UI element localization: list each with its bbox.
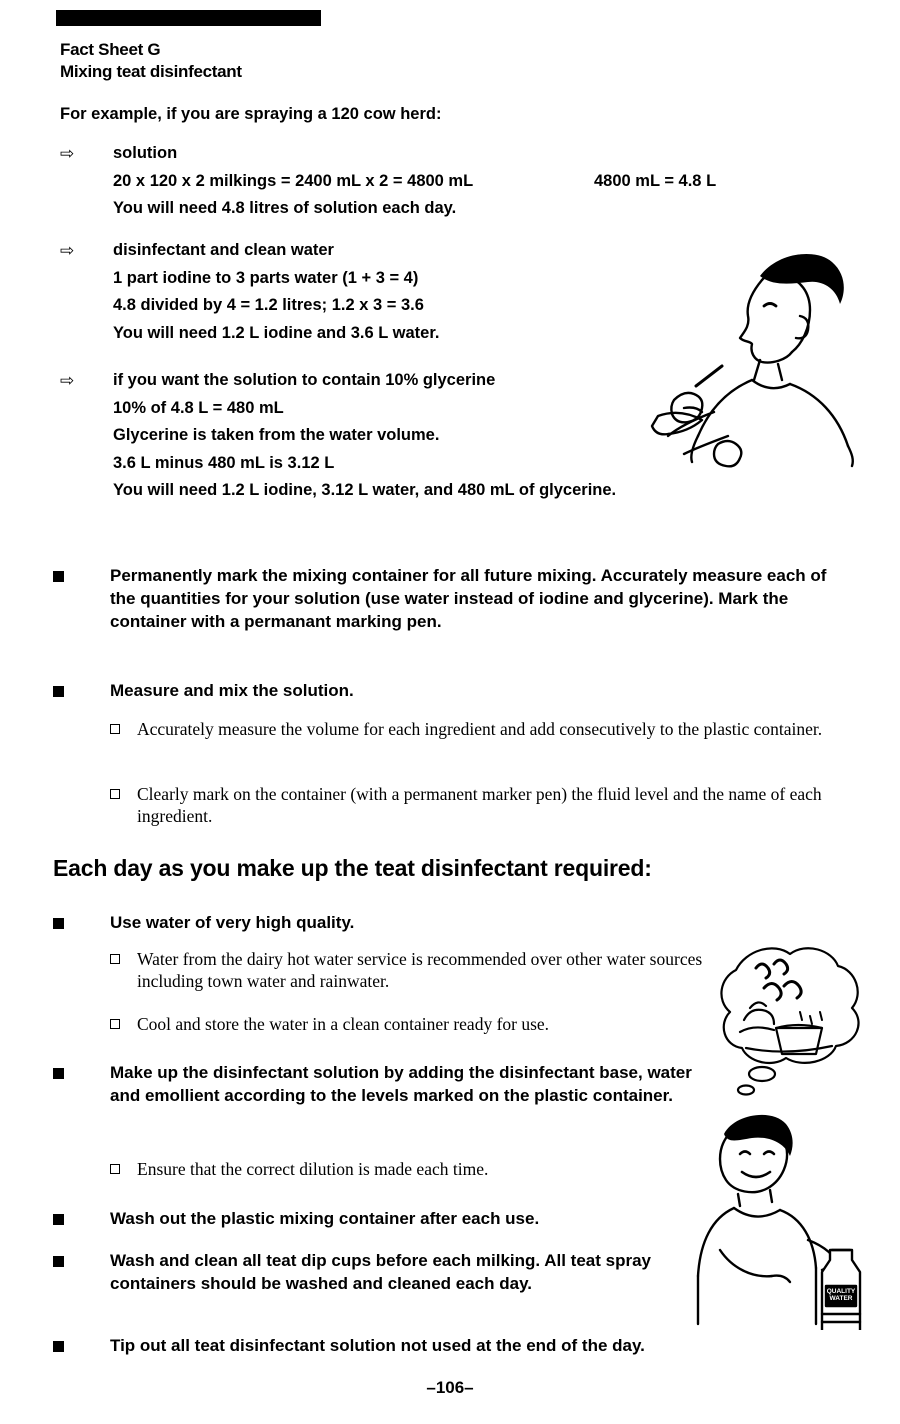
bullet-wash-mixing-container: [53, 1208, 693, 1231]
arrow-block-disinfectant-water: [60, 242, 680, 352]
bullet-text: Make up the disinfectant solution by adding the disinfectant base, water and emollient according to the levels marked on the plastic container.: [110, 1063, 692, 1105]
square-bullet-icon: [53, 686, 64, 697]
header-rule: [56, 10, 321, 26]
side-note-conversion: 4800 mL = 4.8 L: [594, 172, 717, 190]
arrow-line: 20 x 120 x 2 milkings = 2400 mL x 2 = 4800 mL: [113, 171, 474, 190]
bullet-tip-out-solution: [53, 1335, 813, 1358]
arrow-line: 3.6 L minus 480 mL is 3.12 L: [113, 453, 335, 472]
section-title: Each day as you make up the teat disinfectant required:: [53, 855, 652, 881]
page-number: –106–: [426, 1378, 474, 1397]
bottle-label: QUALITY WATER: [826, 1288, 856, 1303]
page-header: [60, 40, 560, 82]
bullet-text: Permanently mark the mixing container for all future mixing. Accurately measure each of the quantities for your solution (use water instead of iodine and glycerine). Mark the container with a permanant marking pen.: [110, 566, 827, 631]
arrow-line: 4.8 divided by 4 = 1.2 litres; 1.2 x 3 = 3.6: [113, 296, 424, 314]
fact-sheet-label: Fact Sheet G: [60, 40, 161, 59]
subbullet-cool-store-water: [110, 1013, 750, 1035]
subbullet-text: Water from the dairy hot water service is recommended over other water sources including town water and rainwater.: [137, 949, 703, 992]
hollow-square-bullet-icon: [110, 1164, 120, 1174]
arrow-line: if you want the solution to contain 10% glycerine: [113, 371, 496, 389]
arrow-line: disinfectant and clean water: [113, 241, 334, 259]
square-bullet-icon: [53, 1214, 64, 1225]
bullet-mark-container: [53, 565, 843, 634]
bullet-text: Wash and clean all teat dip cups before each milking. All teat spray containers should be washed and cleaned each day.: [110, 1251, 652, 1293]
arrow-right-icon: ⇨: [60, 144, 75, 163]
arrow-block-solution: [60, 145, 680, 228]
square-bullet-icon: [53, 1256, 64, 1267]
arrow-line: You will need 4.8 litres of solution each day.: [113, 199, 457, 217]
person-writing-illustration: [640, 240, 890, 470]
subbullet-mark-container: [110, 783, 850, 828]
square-bullet-icon: [53, 571, 64, 582]
square-bullet-icon: [53, 1068, 64, 1079]
hollow-square-bullet-icon: [110, 789, 120, 799]
bullet-make-up-solution: [53, 1062, 713, 1108]
bullet-text: Tip out all teat disinfectant solution not used at the end of the day.: [110, 1336, 645, 1355]
square-bullet-icon: [53, 918, 64, 929]
subbullet-text: Accurately measure the volume for each ingredient and add consecutively to the plastic container.: [137, 719, 823, 739]
intro-text: For example, if you are spraying a 120 cow herd:: [60, 105, 442, 123]
person-with-quality-water-bottle-illustration: [690, 1100, 890, 1330]
arrow-line: 10% of 4.8 L = 480 mL: [113, 398, 284, 417]
hollow-square-bullet-icon: [110, 724, 120, 734]
subbullet-text: Cool and store the water in a clean container ready for use.: [137, 1014, 550, 1034]
square-bullet-icon: [53, 1341, 64, 1352]
subbullet-text: Clearly mark on the container (with a permanent marker pen) the fluid level and the name of each ingredient.: [137, 784, 822, 827]
arrow-line: Glycerine is taken from the water volume.: [113, 426, 440, 444]
arrow-line: 1 part iodine to 3 parts water (1 + 3 = 4): [113, 268, 419, 287]
arrow-line: You will need 1.2 L iodine, 3.12 L water, and 480 mL of glycerine.: [113, 481, 617, 499]
arrow-right-icon: ⇨: [60, 371, 75, 390]
subbullet-measure-volume: [110, 718, 850, 740]
fact-sheet-subtitle: Mixing teat disinfectant: [60, 62, 242, 81]
hollow-square-bullet-icon: [110, 954, 120, 964]
subbullet-correct-dilution: [110, 1158, 730, 1180]
bullet-text: Wash out the plastic mixing container after each use.: [110, 1209, 540, 1228]
subbullet-hot-water-service: [110, 948, 750, 993]
bullet-text: Measure and mix the solution.: [110, 681, 354, 700]
bullet-measure-mix: [53, 680, 843, 703]
arrow-line: You will need 1.2 L iodine and 3.6 L water.: [113, 323, 440, 342]
subbullet-text: Ensure that the correct dilution is made each time.: [137, 1159, 489, 1179]
bullet-wash-teat-dip-cups: [53, 1250, 693, 1296]
arrow-right-icon: ⇨: [60, 241, 75, 260]
arrow-line: solution: [113, 144, 178, 162]
bullet-text: Use water of very high quality.: [110, 913, 355, 932]
hot-water-thought-bubble-illustration: [690, 912, 890, 1102]
hollow-square-bullet-icon: [110, 1019, 120, 1029]
arrow-block-glycerine: [60, 372, 680, 510]
